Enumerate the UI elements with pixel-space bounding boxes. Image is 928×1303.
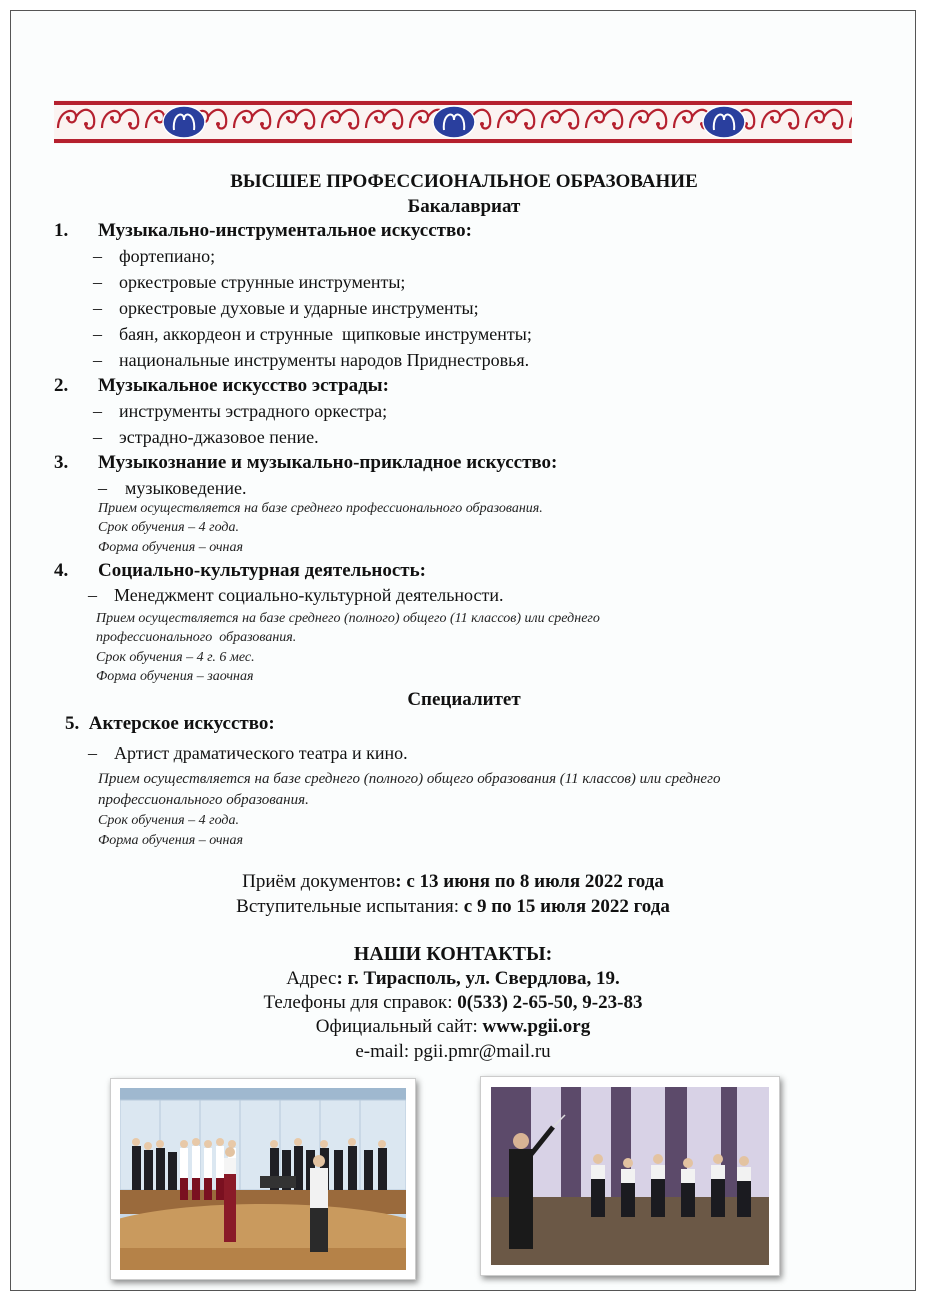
admission-exams xyxy=(0,896,906,918)
admission-docs-value: : с 13 июня по 8 июля 2022 года xyxy=(395,871,664,892)
contacts-email[interactable]: e-mail: pgii.pmr@mail.ru xyxy=(355,1041,551,1062)
site-value[interactable]: www.pgii.org xyxy=(482,1016,591,1037)
section1-title: Музыкально-инструментальное искусство: xyxy=(98,220,472,241)
list-item: оркестровые струнные инструменты; xyxy=(119,272,406,292)
contacts-phones xyxy=(0,992,906,1014)
phones-value: 0(533) 2-65-50, 9-23-83 xyxy=(457,992,643,1013)
section1-number: 1. xyxy=(54,220,69,241)
list-item: эстрадно-джазовое пение. xyxy=(119,427,319,447)
section5-title: 5. Актерское искусство: xyxy=(65,713,275,734)
list-item: музыковедение. xyxy=(125,478,247,498)
list-dash: – xyxy=(93,401,102,421)
site-label: Официальный сайт: xyxy=(315,1016,483,1037)
list-dash: – xyxy=(93,427,102,447)
list-dash: – xyxy=(93,298,102,318)
ornament-border xyxy=(54,100,852,144)
note-line: Форма обучения – очная xyxy=(98,540,243,555)
main-heading: ВЫСШЕЕ ПРОФЕССИОНАЛЬНОЕ ОБРАЗОВАНИЕ xyxy=(230,171,698,192)
admission-exams-label: Вступительные испытания: xyxy=(236,896,464,917)
section4-title: Социально-культурная деятельность: xyxy=(98,560,426,581)
note-line: Форма обучения – заочная xyxy=(96,669,254,684)
contacts-address xyxy=(0,968,906,990)
photo-orchestra-conductor xyxy=(480,1076,780,1276)
list-dash: – xyxy=(93,246,102,266)
note-line: Форма обучения – очная xyxy=(98,833,243,848)
list-dash: – xyxy=(93,272,102,292)
note-line: профессионального образования. xyxy=(96,630,297,645)
section2-title: Музыкальное искусство эстрады: xyxy=(98,375,389,396)
photo-orchestra-stage xyxy=(110,1078,416,1280)
list-dash: – xyxy=(88,743,97,763)
list-item: инструменты эстрадного оркестра; xyxy=(119,401,388,421)
note-line: Срок обучения – 4 года. xyxy=(98,520,239,535)
section3-title: Музыкознание и музыкально-прикладное искусство: xyxy=(98,452,558,473)
orchestra-conductor-image xyxy=(491,1087,769,1265)
contacts-site xyxy=(0,1016,906,1038)
bachelor-heading: Бакалавриат xyxy=(407,196,521,217)
list-dash: – xyxy=(93,324,102,344)
list-dash: – xyxy=(88,585,97,605)
list-item: оркестровые духовые и ударные инструменты; xyxy=(119,298,479,318)
address-value: : г. Тирасполь, ул. Свердлова, 19. xyxy=(336,968,620,989)
list-item: Менеджмент социально-культурной деятельности. xyxy=(114,585,504,605)
note-line: профессионального образования. xyxy=(98,792,309,808)
contacts-heading: НАШИ КОНТАКТЫ: xyxy=(353,943,553,965)
note-line: Срок обучения – 4 года. xyxy=(98,813,239,828)
list-dash: – xyxy=(93,350,102,370)
list-item: Артист драматического театра и кино. xyxy=(114,743,408,763)
note-line: Прием осуществляется на базе среднего (полного) общего (11 классов) или среднего xyxy=(96,611,600,626)
note-line: Прием осуществляется на базе среднего профессионального образования. xyxy=(98,501,543,516)
note-line: Прием осуществляется на базе среднего (полного) общего образования (11 классов) или среднего xyxy=(98,771,721,787)
list-item: баян, аккордеон и струнные щипковые инструменты; xyxy=(119,324,532,344)
admission-exams-value: с 9 по 15 июля 2022 года xyxy=(463,896,670,917)
list-item: национальные инструменты народов Приднестровья. xyxy=(119,350,530,370)
admission-docs xyxy=(0,871,906,893)
section3-number: 3. xyxy=(54,452,69,473)
list-item: фортепиано; xyxy=(119,246,216,266)
section4-number: 4. xyxy=(54,560,69,581)
address-label: Адрес xyxy=(286,968,337,989)
note-line: Срок обучения – 4 г. 6 мес. xyxy=(96,650,255,665)
section2-number: 2. xyxy=(54,375,69,396)
specialist-heading: Специалитет xyxy=(407,689,521,710)
orchestra-stage-image xyxy=(120,1088,406,1270)
admission-docs-label: Приём документов xyxy=(242,871,396,892)
phones-label: Телефоны для справок: xyxy=(263,992,458,1013)
list-dash: – xyxy=(98,478,107,498)
